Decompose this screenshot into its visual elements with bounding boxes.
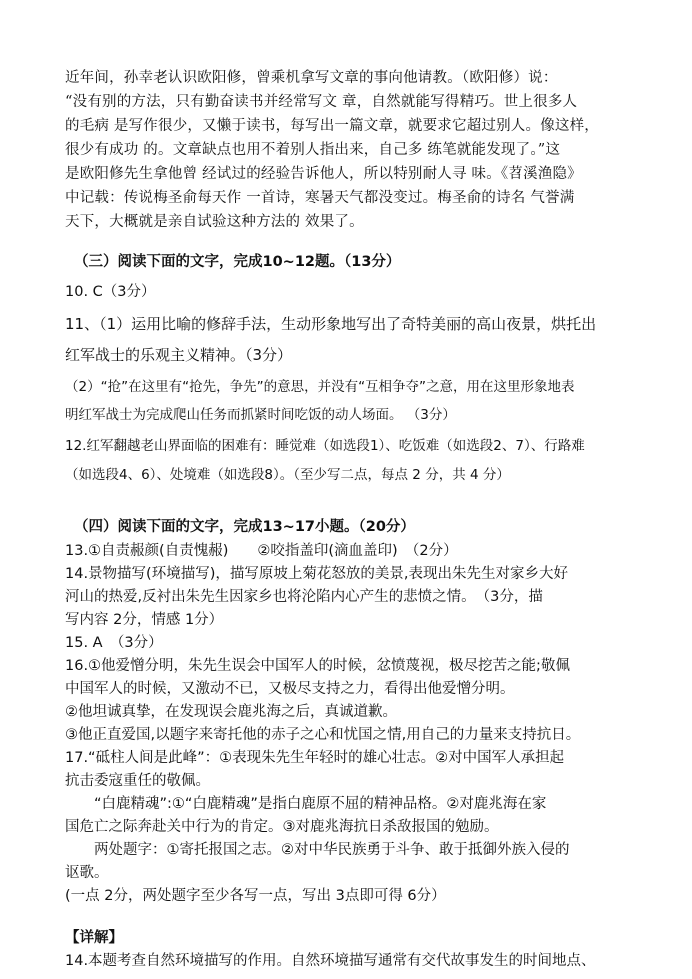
answer-line: 写内容 2分，情感 1分） [65, 612, 224, 628]
answer-line: 红军战士的乐观主义精神。（3分） [65, 346, 293, 364]
answer-line: （如选段4、6）、处境难（如选段8）。（至少写二点，每点 2 分，共 4 分） [65, 467, 510, 483]
answer-line: 13.①自责赧颜(自责愧赧) ②咬指盖印(滴血盖印) （2分） [65, 543, 458, 559]
answer-line: 17.“砥柱人间是此峰”：①表现朱先生年轻时的雄心壮志。②对中国军人承担起 [65, 750, 565, 766]
detail-heading: 【详解】 [65, 930, 123, 946]
answer-line: ②他坦诚真挚，在发现误会鹿兆海之后，真诚道歉。 [65, 704, 397, 720]
answer-line: 14.景物描写(环境描写)，描写原坡上菊花怒放的美景,表现出朱先生对家乡大好 [65, 566, 568, 582]
answer-line: 明红军战士为完成爬山任务而抓紧时间吃饭的动人场面。 （3分） [65, 407, 456, 423]
paragraph-line: 近年间，孙幸老认识欧阳修，曾乘机拿写文章的事向他请教。（欧阳修）说： [65, 70, 558, 86]
paragraph-line: 中记载：传说梅圣俞每天作 一首诗，寒暑天气都没变过。梅圣俞的诗名 气誉满 [65, 190, 575, 206]
paragraph-line: 是欧阳修先生拿他曾 经试过的经验告诉他人，所以特别耐人寻 味。《苕溪渔隐》 [65, 166, 582, 182]
section-heading: （三）阅读下面的文字，完成10~12题。（13分） [74, 254, 401, 270]
answer-line: 两处题字：①寄托报国之志。②对中华民族勇于斗争、敢于抵御外族入侵的 [65, 842, 570, 858]
answer-line: “白鹿精魂”:①“白鹿精魂”是指白鹿原不屈的精神品格。②对鹿兆海在家 [65, 796, 547, 812]
detail-line: 14.本题考查自然环境描写的作用。自然环境描写通常有交代故事发生的时间地点、 [65, 953, 596, 969]
answer-line: 10. C（3分） [65, 284, 156, 300]
answer-line: (一点 2分，两处题字至少各写一点，写出 3点即可得 6分） [65, 888, 446, 904]
paragraph-line: 很少有成功 的。文章缺点也用不着别人指出来，自己多 练笔就能发现了。”这 [65, 142, 561, 158]
answer-line: 讴歌。 [65, 865, 109, 881]
answer-line: ③他正直爱国,以题字来寄托他的赤子之心和忧国之情,用自己的力量来支持抗日。 [65, 727, 581, 743]
answer-line: 抗击委寇重任的敬佩。 [65, 773, 210, 789]
paragraph-line: 的毛病 是写作很少，又懒于读书，每写出一篇文章，就要求它超过别人。像这样， [65, 118, 600, 134]
answer-line: 河山的热爱,反衬出朱先生因家乡也将沦陷内心产生的悲愤之情。 （3分，描 [65, 589, 543, 605]
answer-line: 12.红军翻越老山界面临的困难有：睡觉难（如选段1）、吃饭难（如选段2、7）、行路难 [65, 438, 585, 454]
paragraph-line: “没有别的方法，只有勤奋读书并经常写文 章，自然就能写得精巧。世上很多人 [65, 94, 578, 110]
answer-line: 11、（1）运用比喻的修辞手法，生动形象地写出了奇特美丽的高山夜景，烘托出 [65, 315, 597, 333]
section-heading: （四）阅读下面的文字，完成13~17小题。（20分） [74, 519, 415, 535]
answer-line: （2）“抢”在这里有“抢先，争先”的意思，并没有“互相争夺”之意，用在这里形象地表 [65, 379, 575, 395]
answer-line: 中国军人的时候，又激动不已，又极尽支持之力，看得出他爱憎分明。 [65, 681, 515, 697]
answer-line: 国危亡之际奔赴关中行为的肯定。③对鹿兆海抗日杀敌报国的勉励。 [65, 819, 499, 835]
paragraph-line: 天下，大概就是亲自试验这种方法的 效果了。 [65, 214, 364, 230]
answer-line: 15. A （3分） [65, 635, 163, 651]
answer-line: 16.①他爱憎分明，朱先生误会中国军人的时候，忿愤蔑视，极尽挖苦之能;敬佩 [65, 658, 570, 674]
